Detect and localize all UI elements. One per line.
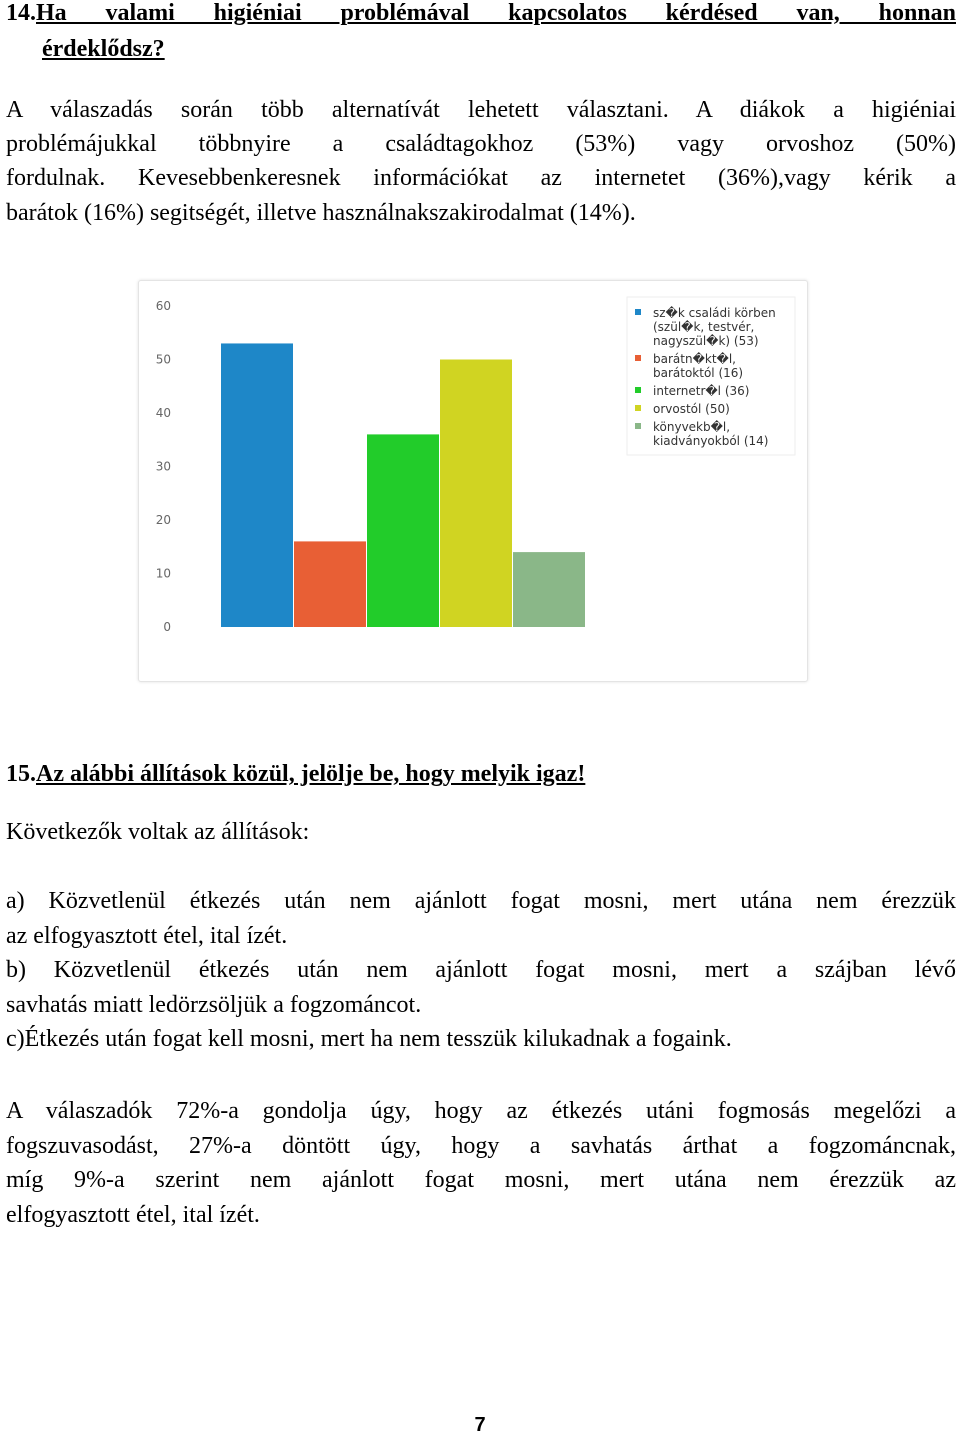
bar [440,360,512,628]
page-number: 7 [474,1414,486,1436]
legend-label: (szül�k, testvér, [653,320,755,334]
legend-label: kiadványokból (14) [653,434,769,448]
q14-title-line2: érdeklődsz? [42,36,165,62]
legend-label: barátn�kt�l, [653,352,736,366]
y-tick-label: 30 [155,459,171,474]
y-tick-label: 20 [155,513,171,527]
legend-label: nagyszül�k) (53) [653,334,759,348]
legend-label: internetr�l (36) [653,384,750,398]
y-tick-label: 60 [155,299,171,313]
bar-chart-svg [139,281,807,681]
q15-option-a-line2: az elfogyasztott étel, ital ízét. [6,923,288,949]
bar [221,343,293,627]
q14-para-line: problémájukkal többnyire a családtagokhoz (53%) vagy orvoshoz (50%) [6,131,956,157]
q15-option-c: c)Étkezés után fogat kell mosni, mert ha nem tesszük kilukadnak a fogaink. [6,1026,732,1052]
bar-chart [138,280,808,682]
q15-title: Az alábbi állítások közül, jelölje be, hogy melyik igaz! [36,761,586,787]
q15-intro: Következők voltak az állítások: [6,819,310,845]
q14-number: 14. [6,0,36,26]
q15-heading [6,757,956,791]
legend-swatch [635,387,641,393]
q15-result-line: fogszuvasodást, 27%-a döntött úgy, hogy a savhatás árthat a fogzománcnak, [6,1133,956,1159]
q15-result-line: A válaszadók 72%-a gondolja úgy, hogy az étkezés utáni fogmosás megelőzi a [6,1098,956,1124]
q14-para-line: A válaszadás során több alternatívát lehetett választani. A diákok a higiéniai [6,97,956,123]
legend-swatch [635,405,641,411]
q15-result-line: míg 9%-a szerint nem ajánlott fogat mosni, mert utána nem érezzük az [6,1167,956,1193]
legend-label: sz�k családi körben [653,306,776,320]
bar [513,552,585,627]
q15-option-b-line2: savhatás miatt ledörzsöljük a fogzománcot. [6,992,422,1018]
legend-swatch [635,355,641,361]
legend-label: barátoktól (16) [653,366,744,380]
y-tick-label: 40 [155,406,171,420]
q14-heading-line1 [6,0,956,30]
y-tick-label: 0 [163,620,171,634]
bar [294,541,366,627]
q15-option-a-line1: a) Közvetlenül étkezés után nem ajánlott fogat mosni, mert utána nem érezzük [6,888,956,914]
q15-option-b-line1: b) Közvetlenül étkezés után nem ajánlott fogat mosni, mert a szájban lévő [6,957,956,983]
q15-number: 15. [6,761,36,787]
legend-label: orvostól (50) [653,402,730,416]
y-tick-label: 10 [155,566,171,581]
legend-swatch [635,309,641,315]
legend-label: könyvekb�l, [653,420,731,434]
q14-para-line: barátok (16%) segitségét, illetve használnakszakirodalmat (14%). [6,200,636,226]
q14-heading-line2 [42,32,956,66]
bar [367,434,439,627]
q14-title-line1: Ha valami higiéniai problémával kapcsolatos kérdésed van, honnan [36,0,956,26]
q15-result-line: elfogyasztott étel, ital ízét. [6,1202,260,1228]
legend-swatch [635,423,641,429]
y-tick-label: 50 [155,352,171,367]
q14-para-line: fordulnak. Kevesebbenkeresnek információkat az internetet (36%),vagy kérik a [6,165,956,191]
